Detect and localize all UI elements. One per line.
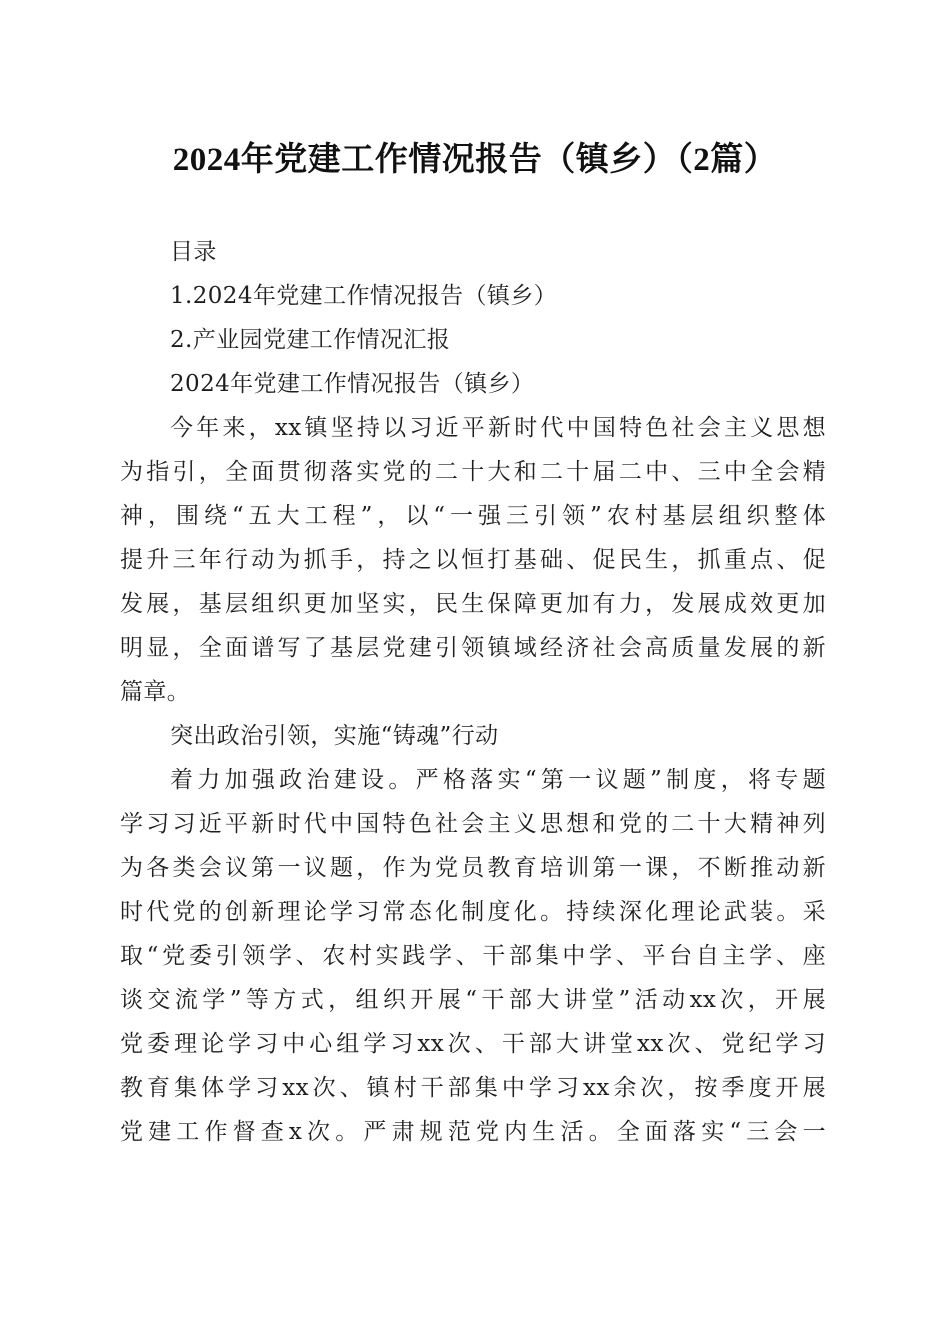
toc-item: 1.2024年党建工作情况报告（镇乡） xyxy=(170,283,558,309)
paragraph-2 xyxy=(120,758,826,1154)
document-body xyxy=(120,230,826,1154)
paragraph-line: 篇章。 xyxy=(120,679,191,705)
article-title: 2024年党建工作情况报告（镇乡） xyxy=(170,371,535,397)
paragraph-line: 明显，全面谱写了基层党建引领镇域经济社会高质量发展的新 xyxy=(120,635,826,661)
paragraph-line: 发展，基层组织更加坚实，民生保障更加有力，发展成效更加 xyxy=(120,591,826,617)
paragraph-line: 学习习近平新时代中国特色社会主义思想和党的二十大精神列 xyxy=(120,811,826,837)
paragraph-1 xyxy=(120,406,826,714)
paragraph-line: 取“党委引领学、农村实践学、干部集中学、平台自主学、座 xyxy=(120,943,826,969)
paragraph-line: 谈交流学”等方式，组织开展“干部大讲堂”活动xx次，开展 xyxy=(120,987,826,1013)
paragraph-line: 今年来，xx镇坚持以习近平新时代中国特色社会主义思想 xyxy=(170,415,826,441)
paragraph-line: 神，围绕“五大工程”，以“一强三引领”农村基层组织整体 xyxy=(120,503,826,529)
section-heading: 突出政治引领，实施“铸魂”行动 xyxy=(170,723,499,749)
paragraph-line: 教育集体学习xx次、镇村干部集中学习xx余次，按季度开展 xyxy=(120,1075,826,1101)
paragraph-line: 党建工作督查x次。严肃规范党内生活。全面落实“三会一 xyxy=(120,1119,826,1145)
paragraph-line: 提升三年行动为抓手，持之以恒打基础、促民生，抓重点、促 xyxy=(120,547,826,573)
paragraph-line: 时代党的创新理论学习常态化制度化。持续深化理论武装。采 xyxy=(120,899,826,925)
toc-heading: 目录 xyxy=(170,239,217,265)
paragraph-line: 着力加强政治建设。严格落实“第一议题”制度，将专题 xyxy=(170,767,826,793)
paragraph-line: 党委理论学习中心组学习xx次、干部大讲堂xx次、党纪学习 xyxy=(120,1031,826,1057)
toc-item: 2.产业园党建工作情况汇报 xyxy=(170,327,451,353)
paragraph-line: 为指引，全面贯彻落实党的二十大和二十届二中、三中全会精 xyxy=(120,459,826,485)
paragraph-line: 为各类会议第一议题，作为党员教育培训第一课，不断推动新 xyxy=(120,855,826,881)
document-title: 2024年党建工作情况报告（镇乡）（2篇） xyxy=(172,142,778,178)
